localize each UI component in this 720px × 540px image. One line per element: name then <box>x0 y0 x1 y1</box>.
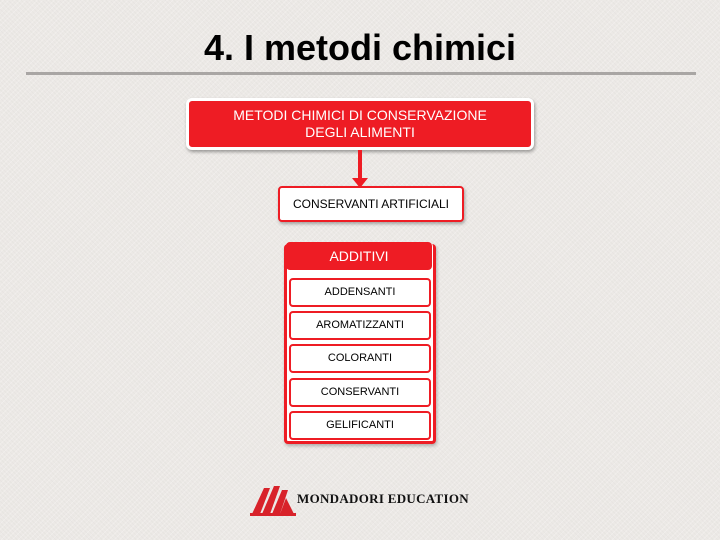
additivi-group-header <box>286 242 432 270</box>
logo-wordmark: MONDADORI EDUCATION <box>297 491 469 506</box>
group-item-gelificanti: GELIFICANTI <box>289 411 431 440</box>
level2-node-box <box>278 186 464 222</box>
group-item-conservanti: CONSERVANTI <box>289 378 431 407</box>
root-node-label-line2: DEGLI ALIMENTI <box>305 124 415 140</box>
root-node-box <box>186 98 534 150</box>
level2-node-label: CONSERVANTI ARTIFICIALI <box>292 197 450 211</box>
mondadori-m-logo-icon <box>250 486 296 516</box>
connector-line <box>358 150 362 180</box>
group-item-aromatizzanti: AROMATIZZANTI <box>289 311 431 340</box>
root-node-label-line1: METODI CHIMICI DI CONSERVAZIONE <box>233 107 487 123</box>
group-item-addensanti: ADDENSANTI <box>289 278 431 307</box>
slide-title: 4. I metodi chimici <box>203 27 517 68</box>
group-item-coloranti: COLORANTI <box>289 344 431 373</box>
title-divider <box>26 72 696 75</box>
additivi-group-label: ADDITIVI <box>329 248 389 264</box>
